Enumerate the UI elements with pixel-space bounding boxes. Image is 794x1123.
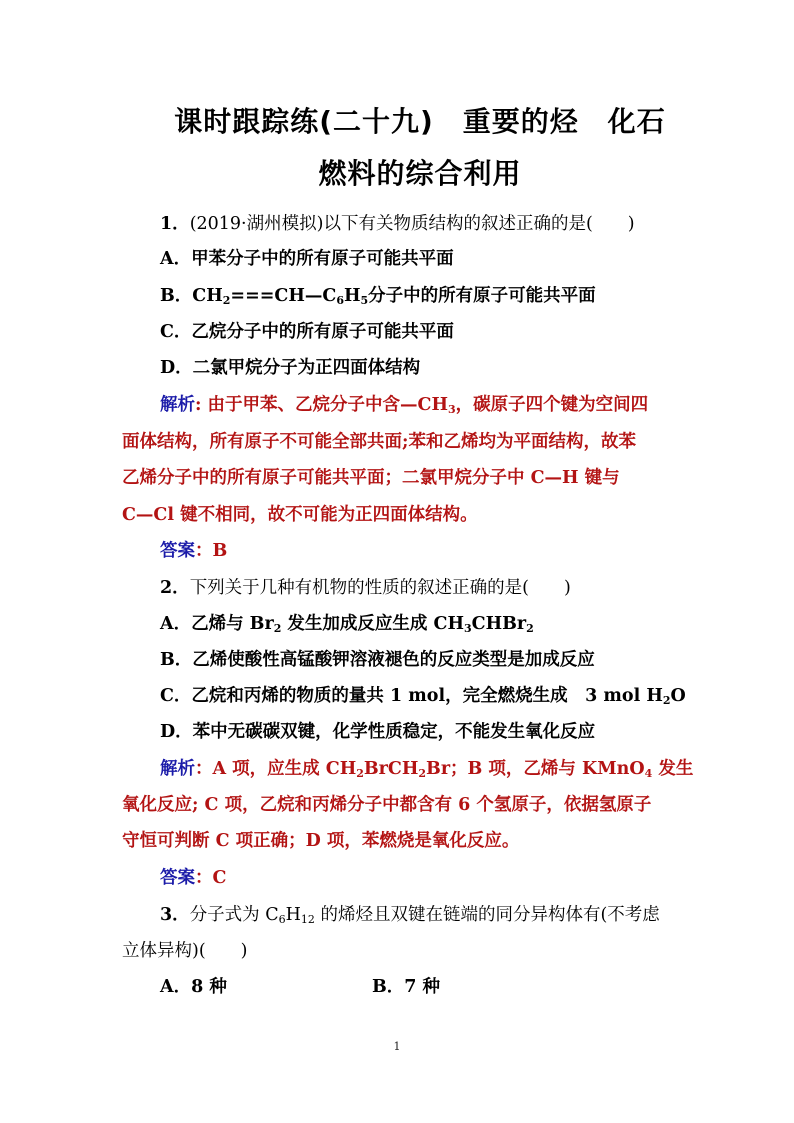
q2-option-c <box>160 684 686 713</box>
explanation-text: ：A 项，应生成 CH <box>195 759 357 779</box>
subscript: 2 <box>273 622 282 635</box>
q1-explanation-label: 解析 <box>160 395 195 415</box>
q3-stem-text: 分子式为 C <box>189 905 279 925</box>
q2-explanation-line-2: 氧化反应; C 项，乙烷和丙烯分子中都含有 6 个氢原子，依据氢原子 <box>122 795 652 815</box>
q1-explanation-line-2: 面体结构，所有原子不可能全部共面;苯和乙烯均为平面结构，故苯 <box>122 432 636 452</box>
q2-explanation-label: 解析 <box>160 759 195 779</box>
q2-option-a-text: A．乙烯与 Br <box>160 614 274 634</box>
q1-option-b-text: B．CH <box>160 286 223 306</box>
q1-explanation-line-1 <box>160 393 648 422</box>
q3-stem-line-2: 立体异构)( ) <box>122 941 248 961</box>
q1-number: 1． <box>160 214 190 234</box>
subscript: 2 <box>526 622 534 635</box>
q2-option-a-text: 发生加成反应生成 CH <box>281 614 464 634</box>
q2-answer <box>160 866 226 890</box>
q1-explanation-line-3: 乙烯分子中的所有原子可能共平面；二氯甲烷分子中 C—H 键与 <box>122 468 620 488</box>
q1-option-b <box>160 284 596 313</box>
title-line-1: 课时跟踪练(二十九) 重要的烃 化石 <box>174 105 666 138</box>
explanation-text: ，碳原子四个键为空间四 <box>455 395 649 415</box>
subscript: 4 <box>644 767 653 780</box>
q1-stem-text: (2019·湖州模拟)以下有关物质结构的叙述正确的是( ) <box>189 214 635 234</box>
q1-option-b-text: ===CH—C <box>230 286 337 306</box>
explanation-text: Br；B 项，乙烯与 KMnO <box>426 759 645 779</box>
q3-number: 3． <box>160 905 190 925</box>
q3-option-a: A．8 种 <box>160 977 227 997</box>
q2-option-d: D．苯中无碳碳双键，化学性质稳定，不能发生氧化反应 <box>160 722 596 742</box>
subscript: 5 <box>360 294 369 307</box>
q1-option-b-text: 分子中的所有原子可能共平面 <box>368 286 596 306</box>
title-line-2: 燃料的综合利用 <box>318 157 522 190</box>
q2-explanation-line-1 <box>160 757 693 786</box>
q2-stem-text: 下列关于几种有机物的性质的叙述正确的是( ) <box>189 578 571 598</box>
q3-option-b: B．7 种 <box>372 977 441 997</box>
explanation-text: BrCH <box>363 759 419 779</box>
subscript: 12 <box>300 913 315 926</box>
q2-stem <box>160 576 571 600</box>
q1-option-a: A．甲苯分子中的所有原子可能共平面 <box>160 249 454 269</box>
subscript: 2 <box>356 767 364 780</box>
q1-option-c: C．乙烷分子中的所有原子可能共平面 <box>160 322 454 342</box>
q1-stem <box>160 212 635 236</box>
q2-answer-label: 答案 <box>160 868 195 888</box>
subscript: 6 <box>278 913 286 926</box>
q1-answer-label: 答案 <box>160 541 195 561</box>
subscript: 3 <box>464 622 472 635</box>
subscript: 3 <box>448 403 456 416</box>
q2-explanation-line-3: 守恒可判断 C 项正确；D 项，苯燃烧是氧化反应。 <box>122 831 520 851</box>
subscript: 2 <box>222 294 231 307</box>
subscript: 2 <box>418 767 427 780</box>
q1-option-b-text: H <box>343 286 361 306</box>
q3-stem-text: H <box>285 905 301 925</box>
q3-stem-text: 的烯烃且双键在链端的同分异构体有(不考虑 <box>314 905 660 925</box>
explanation-text: 发生 <box>652 759 694 779</box>
subscript: 6 <box>336 294 344 307</box>
q2-option-a <box>160 612 534 641</box>
explanation-text: : 由于甲苯、乙烷分子中含—CH <box>195 395 449 415</box>
q2-answer-value: ：C <box>195 868 227 888</box>
q2-option-c-text: C．乙烷和丙烯的物质的量共 1 mol，完全燃烧生成 3 mol H <box>160 686 663 706</box>
page-number: 1 <box>393 1040 401 1053</box>
q1-answer-value: ：B <box>195 541 228 561</box>
q3-stem <box>160 903 660 932</box>
q2-option-c-text: O <box>670 686 686 706</box>
q1-answer <box>160 539 227 563</box>
q1-explanation-line-4: C—Cl 键不相同，故不可能为正四面体结构。 <box>122 505 478 525</box>
q2-number: 2． <box>160 578 190 598</box>
subscript: 2 <box>662 694 671 707</box>
q1-option-d: D．二氯甲烷分子为正四面体结构 <box>160 358 421 378</box>
q2-option-a-text: CHBr <box>471 614 527 634</box>
q2-option-b: B．乙烯使酸性高锰酸钾溶液褪色的反应类型是加成反应 <box>160 650 595 670</box>
